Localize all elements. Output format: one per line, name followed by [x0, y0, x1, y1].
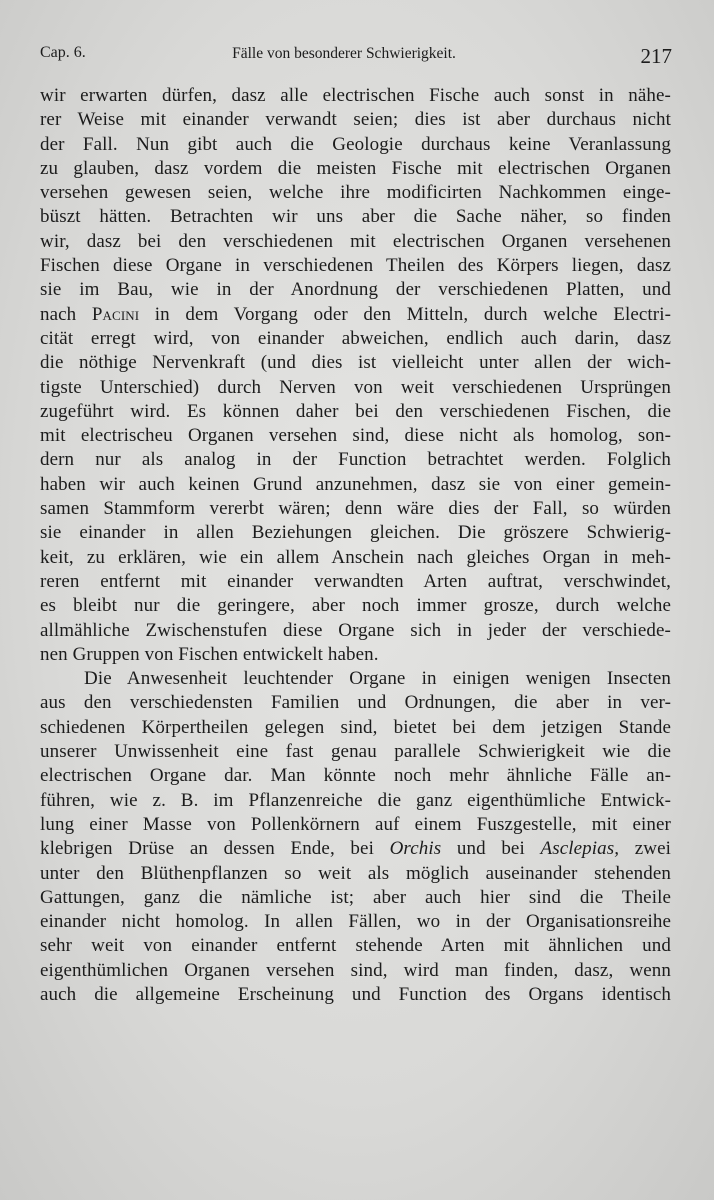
text-line-content — [40, 424, 671, 448]
text-line — [40, 303, 671, 327]
text-line-content — [40, 278, 671, 302]
text-line — [40, 84, 671, 108]
text-segment: electrischen Organe dar. Man könnte noch mehr ähnliche Fälle an- — [40, 765, 671, 787]
text-line — [40, 594, 671, 618]
text-line-content — [40, 181, 671, 205]
text-line-content — [40, 764, 671, 788]
text-line-content — [40, 254, 671, 278]
text-line-content — [40, 303, 671, 327]
text-line-content — [40, 837, 671, 861]
text-segment: eigenthümlichen Organen versehen sind, wird man finden, dasz, wenn — [40, 959, 671, 981]
body-text — [40, 84, 671, 1007]
text-line — [40, 205, 671, 229]
text-segment: mit electrischeu Organen versehen sind, diese nicht als homolog, son- — [40, 425, 671, 447]
text-line-content — [40, 691, 671, 715]
text-segment: büszt hätten. Betrachten wir uns aber die Sache näher, so finden — [40, 206, 671, 228]
text-line-content — [40, 230, 671, 254]
text-segment: nach — [40, 303, 92, 325]
text-line — [40, 157, 671, 181]
text-line — [40, 473, 671, 497]
text-segment: unserer Unwissenheit eine fast genau parallele Schwierigkeit wie die — [40, 741, 671, 763]
text-line — [40, 983, 671, 1007]
text-segment: Die Anwesenheit leuchtender Organe in einigen wenigen Insecten — [84, 668, 671, 690]
text-segment: haben wir auch keinen Grund anzunehmen, dasz sie von einer gemein- — [40, 473, 671, 495]
text-line — [40, 691, 671, 715]
text-segment: rer Weise mit einander verwandt seien; dies ist aber durchaus nicht — [40, 109, 671, 131]
text-line — [40, 448, 671, 472]
text-segment: auch die allgemeine Erscheinung und Function des Organs identisch — [40, 983, 671, 1005]
text-line-content — [40, 351, 671, 375]
running-header — [40, 40, 672, 70]
text-segment: Fischen diese Organe in verschiedenen Theilen des Körpers liegen, dasz — [40, 255, 671, 277]
text-line-content — [40, 594, 671, 618]
text-line-content — [84, 667, 671, 691]
text-line — [40, 837, 671, 861]
text-line — [40, 497, 671, 521]
text-segment: zwei — [619, 838, 671, 860]
text-line — [40, 789, 671, 813]
text-segment: schiedenen Körpertheilen gelegen sind, bietet bei dem jetzigen Stande — [40, 716, 671, 738]
text-line — [40, 667, 671, 691]
text-line — [40, 546, 671, 570]
text-line — [40, 570, 671, 594]
text-line-content — [40, 886, 671, 910]
text-line-content — [40, 619, 671, 643]
text-line — [40, 400, 671, 424]
text-line — [40, 181, 671, 205]
text-line — [40, 351, 671, 375]
text-line — [40, 278, 671, 302]
text-line — [40, 764, 671, 788]
text-segment: aus den verschiedensten Familien und Ordnungen, die aber in ver- — [40, 692, 671, 714]
text-line — [40, 254, 671, 278]
text-line-content — [40, 327, 671, 351]
text-segment: sie einander in allen Beziehungen gleichen. Die gröszere Schwierig- — [40, 522, 671, 544]
text-segment: Gattungen, ganz die nämliche ist; aber auch hier sind die Theile — [40, 886, 671, 908]
text-line-content — [40, 133, 671, 157]
text-line-content — [40, 448, 671, 472]
text-segment: zugeführt wird. Es können daher bei den verschiedenen Fischen, die — [40, 400, 671, 422]
text-line — [40, 910, 671, 934]
text-segment: wir, dasz bei den verschiedenen mit electrischen Organen versehenen — [40, 230, 671, 252]
text-line — [40, 327, 671, 351]
italic-term: Orchis — [389, 838, 442, 860]
text-line — [40, 643, 671, 667]
text-line-content — [40, 376, 671, 400]
text-segment: lung einer Masse von Pollenkörnern auf einem Fuszgestelle, mit einer — [40, 813, 671, 835]
text-segment: sie im Bau, wie in der Anordnung der verschiedenen Platten, und — [40, 279, 671, 301]
text-segment: die nöthige Nervenkraft (und dies ist vielleicht unter allen der wich- — [40, 352, 671, 374]
text-segment: allmähliche Zwischenstufen diese Organe sich in jeder der verschiede- — [40, 619, 671, 641]
text-line-content — [40, 473, 671, 497]
author-name: Pacini — [91, 303, 140, 325]
text-line — [40, 862, 671, 886]
text-line — [40, 424, 671, 448]
text-segment: der Fall. Nun gibt auch die Geologie durchaus keine Veranlassung — [40, 133, 671, 155]
text-line — [40, 230, 671, 254]
text-segment: und bei — [441, 838, 541, 860]
text-line — [40, 959, 671, 983]
text-line — [40, 886, 671, 910]
text-line — [40, 108, 671, 132]
text-line-content — [40, 205, 671, 229]
text-segment: tigste Unterschied) durch Nerven von weit verschiedenen Ursprüngen — [40, 376, 671, 398]
text-line-content — [40, 497, 671, 521]
italic-term: Asclepias, — [540, 838, 620, 860]
text-line-content — [40, 108, 671, 132]
text-line — [40, 813, 671, 837]
text-line-content — [40, 84, 671, 108]
text-line-content — [40, 716, 671, 740]
text-segment: reren entfernt mit einander verwandten Arten auftrat, verschwindet, — [40, 570, 671, 592]
text-segment: klebrigen Drüse an dessen Ende, bei — [40, 838, 390, 860]
text-line-content — [40, 862, 671, 886]
text-segment: dern nur als analog in der Function betrachtet werden. Folglich — [40, 449, 671, 471]
text-line-content — [40, 910, 671, 934]
text-segment: zu glauben, dasz vordem die meisten Fische mit electrischen Organen — [40, 157, 671, 179]
text-line — [40, 740, 671, 764]
text-line-content — [40, 400, 671, 424]
text-line — [40, 716, 671, 740]
text-line — [40, 521, 671, 545]
text-segment: nen Gruppen von Fischen entwickelt haben. — [40, 643, 379, 665]
text-line-content — [40, 521, 671, 545]
text-line — [40, 133, 671, 157]
text-segment: es bleibt nur die geringere, aber noch immer grosze, durch welche — [40, 595, 671, 617]
text-line-content — [40, 983, 671, 1007]
text-segment: samen Stammform vererbt wären; denn wäre dies der Fall, so würden — [40, 498, 671, 520]
text-line-content — [40, 546, 671, 570]
running-title: Fälle von besonderer Schwierigkeit. — [232, 45, 456, 62]
text-line-content — [40, 740, 671, 764]
text-segment: wir erwarten dürfen, dasz alle electrischen Fische auch sonst in nähe- — [40, 85, 671, 106]
text-segment: versehen gewesen seien, welche ihre modificirten Nachkommen einge- — [40, 182, 671, 204]
text-line-content — [40, 934, 671, 958]
text-line-content — [40, 959, 671, 983]
text-segment: führen, wie z. B. im Pflanzenreiche die ganz eigenthümliche Entwick- — [40, 789, 671, 811]
text-line — [40, 619, 671, 643]
text-line-content — [40, 813, 671, 837]
text-line-content — [40, 789, 671, 813]
text-line-content — [40, 157, 671, 181]
text-segment: in dem Vorgang oder den Mitteln, durch welche Electri- — [139, 303, 672, 325]
text-segment: keit, zu erklären, wie ein allem Anschein nach gleiches Organ in meh- — [40, 546, 671, 568]
text-line-content — [40, 570, 671, 594]
text-line — [40, 934, 671, 958]
text-segment: cität erregt wird, von einander abweichen, endlich auch darin, dasz — [40, 327, 671, 349]
text-line — [40, 376, 671, 400]
text-segment: einander nicht homolog. In allen Fällen, wo in der Organisationsreihe — [40, 911, 671, 933]
page-number: 217 — [640, 44, 672, 68]
text-segment: sehr weit von einander entfernt stehende Arten mit ähnlichen und — [40, 935, 671, 957]
chapter-label: Cap. 6. — [40, 44, 86, 61]
text-segment: unter den Blüthenpflanzen so weit als möglich auseinander stehenden — [40, 862, 671, 884]
text-line-content — [40, 643, 671, 667]
